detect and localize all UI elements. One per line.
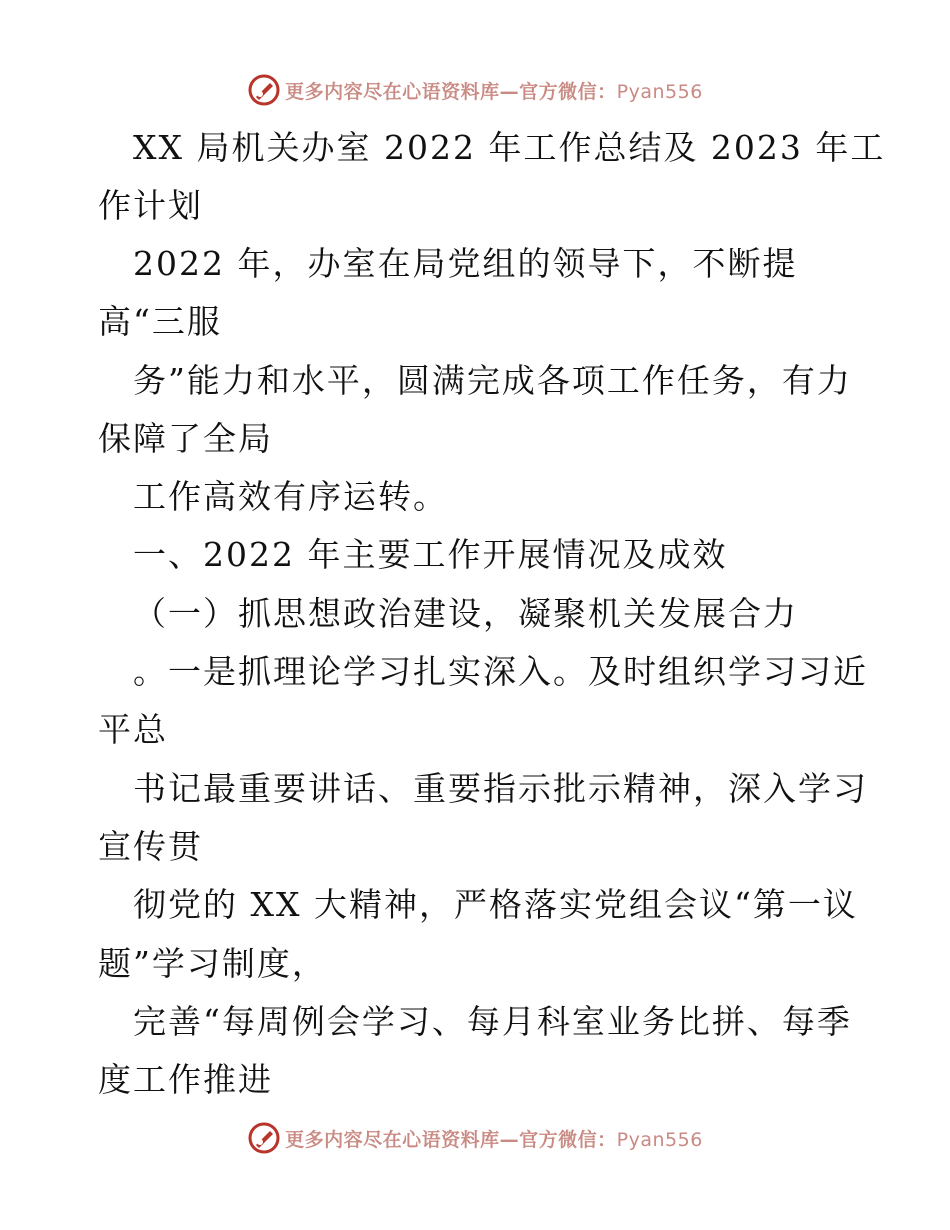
footer-banner [0,1118,950,1158]
banner-label: 更多内容尽在心语资料库—官方微信： [285,1128,617,1151]
text-line: 彻党的 XX 大精神，严格落实党组会议“第一议 [133,885,858,924]
text-line: 2022 年，办室在局党组的领导下，不断提 [133,244,798,283]
text-line: 工作高效有序运转。 [133,477,448,516]
brand-logo-icon [247,73,281,107]
banner-wechat-id: Pyan556 [616,80,703,103]
text-line: XX 局机关办室 2022 年工作总结及 2023 年工 [133,128,886,167]
text-line: 宣传贯 [98,827,203,866]
text-line: 完善“每周例会学习、每月科室业务比拼、每季 [133,1002,852,1041]
subsection-heading: （一）抓思想政治建设，凝聚机关发展合力 [133,594,798,633]
text-line: 保障了全局 [98,419,273,458]
text-line: 。一是抓理论学习扎实深入。及时组织学习习近 [133,652,868,691]
header-banner [0,70,950,110]
text-line: 务”能力和水平，圆满完成各项工作任务，有力 [133,361,852,400]
text-line: 高“三服 [98,302,222,341]
text-line: 作计划 [98,186,203,225]
text-line: 题”学习制度， [98,944,327,983]
banner-wechat-id: Pyan556 [616,1128,703,1151]
section-heading: 一、2022 年主要工作开展情况及成效 [133,535,728,574]
banner-label: 更多内容尽在心语资料库—官方微信： [285,80,617,103]
banner-text [285,1125,703,1152]
text-line: 度工作推进 [98,1060,273,1099]
text-line: 书记最重要讲话、重要指示批示精神，深入学习 [133,769,868,808]
brand-logo-icon [247,1121,281,1155]
text-line: 平总 [98,710,168,749]
banner-text [285,77,703,104]
